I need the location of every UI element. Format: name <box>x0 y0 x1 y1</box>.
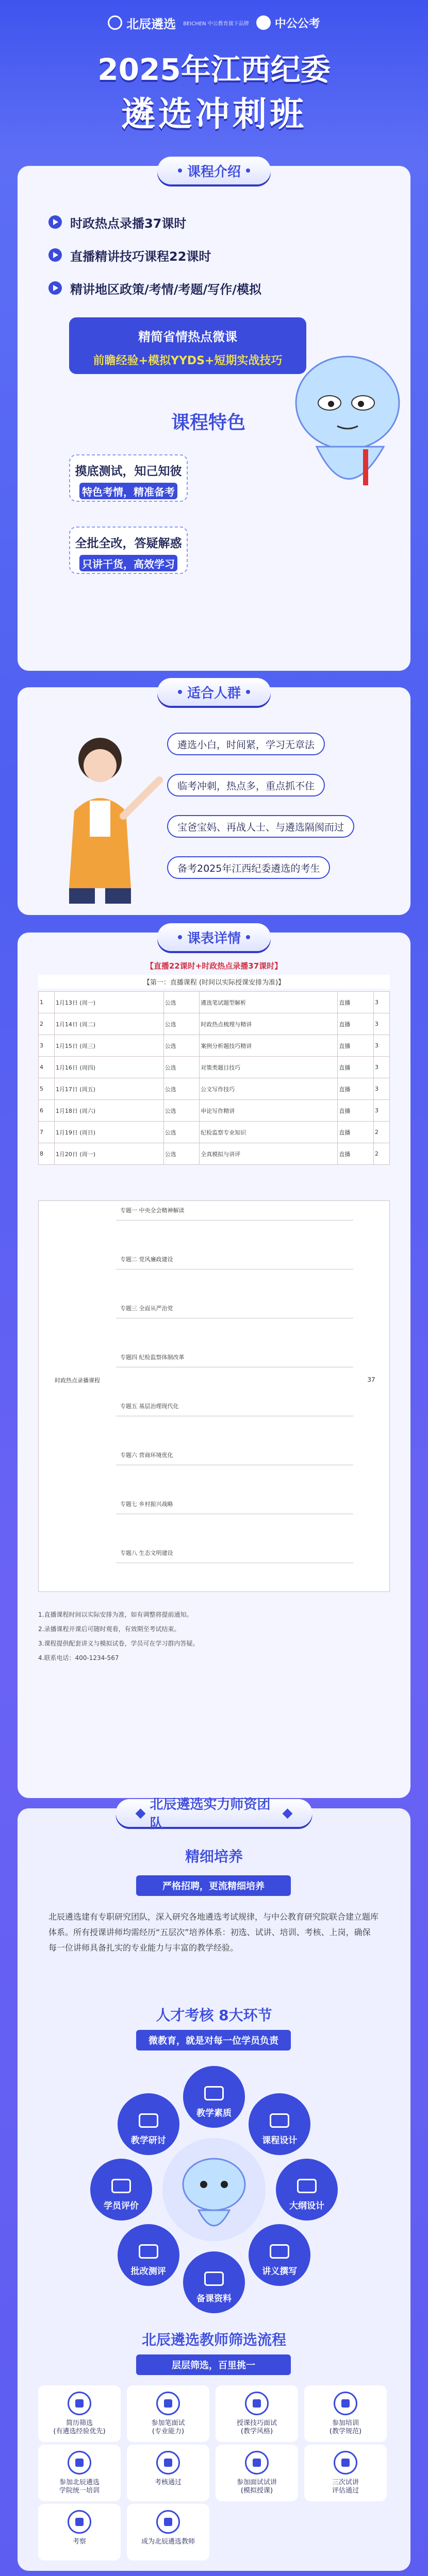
process-step-label: 参加培训 (教学规范) <box>329 2419 362 2435</box>
table-cell: 全真模拟与讲评 <box>200 1143 338 1165</box>
table-cell: 直播 <box>338 1013 374 1035</box>
schedule-note: 3.课程提供配套讲义与模拟试卷，学员可在学习群内答疑。 <box>38 1640 199 1647</box>
schedule-table-live <box>38 991 390 1165</box>
table-row <box>39 1122 390 1143</box>
audience-item-1 <box>167 733 325 755</box>
table-cell: 公选 <box>163 1035 200 1057</box>
table-cell: 3 <box>374 992 390 1013</box>
intro-item-1 <box>48 210 378 234</box>
table-cell: 1月14日 (周二) <box>54 1013 163 1035</box>
dot-icon <box>246 690 250 694</box>
process-step-label: 授课技巧面试 (教学风格) <box>236 2419 277 2435</box>
mascot-icon <box>286 336 404 532</box>
process-step <box>304 2385 387 2442</box>
recorded-item: 专题七 乡村振兴战略 <box>116 1495 353 1514</box>
table-cell: 1月19日 (周日) <box>54 1122 163 1143</box>
process-step-icon <box>245 2451 269 2475</box>
audience-item-label: 遴选小白，时间紧，学习无章法 <box>177 739 315 751</box>
assess-item-icon <box>270 2244 289 2259</box>
table-cell: 遴选笔试题型解析 <box>200 992 338 1013</box>
process-step-label: 简历筛选 (有遴选经验优先) <box>53 2419 106 2435</box>
table-cell: 2 <box>374 1143 390 1165</box>
title-line2: 遴选冲刺班 <box>121 94 307 134</box>
training-text: 北辰遴选建有专职研究团队，深入研究各地遴选考试规律，与中公教育研究院联合建立题库体系。所有授课讲师均需经历“五层次”培养体系：初选、试讲、培训、考核、上岗，确保每一位讲师具备扎实的专业能力与丰富的教学经验。 <box>48 1912 379 1953</box>
mascot-small-icon <box>162 2138 266 2241</box>
assess-item-icon <box>270 2113 289 2128</box>
table-cell: 1月13日 (周一) <box>54 992 163 1013</box>
deco-icon: ◆ <box>282 1805 293 1821</box>
assess-item-icon <box>139 2244 158 2259</box>
table-cell: 1 <box>39 992 55 1013</box>
deco-icon: ◆ <box>135 1805 146 1821</box>
process-step-icon <box>334 2451 357 2475</box>
process-step-icon <box>68 2451 91 2475</box>
process-step <box>127 2445 209 2501</box>
table-cell: 对策类题目技巧 <box>200 1057 338 1078</box>
recorded-label: 时政热点录播课程 <box>55 1377 100 1384</box>
process-step <box>127 2385 209 2442</box>
table-cell: 4 <box>39 1057 55 1078</box>
table-row <box>39 1078 390 1100</box>
schedule-heading: 【直播22课时+时政热点录播37课时】 <box>145 961 283 971</box>
table-cell: 直播 <box>338 1122 374 1143</box>
intro-item-label: 精讲地区政策/考情/考题/写作/模拟 <box>70 282 262 297</box>
table-cell: 3 <box>374 1057 390 1078</box>
table-cell: 纪检监察专业知识 <box>200 1122 338 1143</box>
audience-item-label: 宝爸宝妈、再战人士、与遴选隔阂而过 <box>177 821 344 833</box>
table-cell: 直播 <box>338 1100 374 1122</box>
assess-item-label: 教学素质 <box>196 2108 232 2119</box>
recorded-item: 专题一 中央全会精神解读 <box>116 1201 353 1221</box>
assess-item-icon <box>204 2272 224 2286</box>
table-row <box>39 1057 390 1078</box>
table-cell: 公选 <box>163 1100 200 1122</box>
intro-card <box>18 166 410 671</box>
intro-banner <box>69 317 306 374</box>
assess-item-label: 教学研讨 <box>130 2135 166 2146</box>
process-step-icon <box>156 2451 180 2475</box>
feature-1-top: 摸底测试，知己知彼 <box>75 465 182 478</box>
features-title: 课程特色 <box>171 412 245 433</box>
schedule-table-recorded <box>38 1200 390 1592</box>
table-cell: 7 <box>39 1122 55 1143</box>
table-cell: 3 <box>374 1035 390 1057</box>
process-step <box>127 2504 209 2561</box>
table-row <box>39 1035 390 1057</box>
play-icon <box>48 248 62 262</box>
table-cell: 1月18日 (周六) <box>54 1100 163 1122</box>
dot-icon <box>246 168 250 173</box>
table-cell: 公选 <box>163 992 200 1013</box>
table-cell: 5 <box>39 1078 55 1100</box>
assess-title: 人才考核 8大环节 <box>156 2007 272 2024</box>
table-cell: 公选 <box>163 1122 200 1143</box>
play-icon <box>48 215 62 229</box>
assess-item-icon <box>139 2113 158 2128</box>
ring-center <box>162 2138 266 2241</box>
table-cell: 公选 <box>163 1013 200 1035</box>
process-step-icon <box>68 2510 91 2534</box>
table-cell: 6 <box>39 1100 55 1122</box>
process-grid <box>38 2385 390 2561</box>
dot-icon <box>246 935 250 939</box>
process-step-label: 参加北辰遴选 学院统一培训 <box>59 2479 100 2495</box>
table-cell: 公选 <box>163 1057 200 1078</box>
partner-logo-icon <box>256 15 271 30</box>
live-table <box>38 991 390 1165</box>
process-step <box>304 2445 387 2501</box>
assess-item-icon <box>111 2179 131 2193</box>
dot-icon <box>178 690 182 694</box>
audience-item-label: 临考冲刺，热点多，重点抓不住 <box>177 780 315 792</box>
table-row <box>39 1013 390 1035</box>
teacher-illustration <box>38 723 172 909</box>
table-cell: 2 <box>374 1122 390 1143</box>
dot-icon <box>178 168 182 173</box>
process-step-icon <box>245 2392 269 2415</box>
process-step-icon <box>68 2392 91 2415</box>
assess-item-icon <box>297 2179 317 2193</box>
brand-bar <box>46 11 382 34</box>
assess-item <box>276 2159 338 2221</box>
table-cell: 直播 <box>338 1057 374 1078</box>
assess-item-label: 大纲设计 <box>289 2201 324 2211</box>
assess-item-label: 批改测评 <box>130 2266 166 2277</box>
table-cell: 2 <box>39 1013 55 1035</box>
process-sub: 层层筛选，百里挑一 <box>136 2354 291 2375</box>
brand-left: 北辰遴选 <box>126 16 176 31</box>
assess-item <box>249 2093 310 2155</box>
audience-item-2 <box>167 774 325 796</box>
assess-item <box>90 2159 152 2221</box>
feature-2 <box>69 527 188 574</box>
table-cell: 1月15日 (周三) <box>54 1035 163 1057</box>
table-cell: 直播 <box>338 1078 374 1100</box>
teachers-section-title <box>116 1797 312 1832</box>
process-step <box>38 2445 121 2501</box>
table-cell: 申论写作精讲 <box>200 1100 338 1122</box>
process-step-label: 参加笔面试 (专业能力) <box>151 2419 185 2435</box>
assess-item <box>183 2066 245 2128</box>
assess-item <box>118 2224 179 2286</box>
process-step-label: 考核通过 <box>154 2479 182 2486</box>
assess-ring <box>90 2066 338 2313</box>
title-line1: 2025年江西纪委 <box>97 52 331 87</box>
teachers-section-label: 北辰遴选实力师资团队 <box>150 1797 271 1832</box>
schedule-notes <box>38 1607 390 1665</box>
play-icon <box>48 281 62 295</box>
training-title: 精细培养 <box>185 1848 243 1865</box>
audience-item-3 <box>167 815 354 838</box>
process-step-label: 考察 <box>72 2538 86 2546</box>
table-cell: 公文写作技巧 <box>200 1078 338 1100</box>
assess-sub: 微教育，就是对每一位学员负责 <box>136 2030 291 2050</box>
table-row <box>39 992 390 1013</box>
process-step-icon <box>334 2392 357 2415</box>
assess-item <box>118 2093 179 2155</box>
table-cell: 直播 <box>338 992 374 1013</box>
audience-item-4 <box>167 856 330 879</box>
recorded-count: 37 <box>367 1376 375 1383</box>
schedule-note: 1.直播课程时间以实际安排为准，如有调整将提前通知。 <box>38 1611 193 1618</box>
process-step-label: 成为北辰遴选教师 <box>141 2538 195 2546</box>
process-step <box>38 2504 121 2561</box>
schedule-section-title <box>157 923 271 951</box>
table-cell: 1月16日 (周四) <box>54 1057 163 1078</box>
table-cell: 3 <box>374 1078 390 1100</box>
feature-1-sub: 特色考情，精准备考 <box>79 483 177 499</box>
intro-item-label: 直播精讲技巧课程22课时 <box>70 249 211 264</box>
recorded-item: 专题二 党风廉政建设 <box>116 1250 353 1269</box>
training-sub: 严格招聘，更流精细培养 <box>136 1875 291 1896</box>
assess-item <box>183 2251 245 2313</box>
intro-section-label: 课程介绍 <box>187 164 241 180</box>
recorded-list <box>116 1201 353 1592</box>
teacher-icon <box>38 723 172 909</box>
banner-line1: 精简省情热点微课 <box>138 330 237 344</box>
table-cell: 直播 <box>338 1035 374 1057</box>
schedule-subheading: 【第一：直播课程 (时间以实际授课安排为准)】 <box>38 975 390 989</box>
table-cell: 时政热点梳理与精讲 <box>200 1013 338 1035</box>
recorded-item: 专题五 基层治理现代化 <box>116 1397 353 1416</box>
intro-item-3 <box>48 276 378 300</box>
audience-card <box>18 687 410 915</box>
audience-section-title <box>157 678 271 706</box>
process-step-icon <box>156 2392 180 2415</box>
table-cell: 3 <box>39 1035 55 1057</box>
schedule-card <box>18 930 410 1798</box>
brand-separator: BEICHEN 中公教育旗下品牌 <box>183 21 249 27</box>
dot-icon <box>178 935 182 939</box>
recorded-item: 专题三 全面从严治党 <box>116 1299 353 1318</box>
table-cell: 案例分析题技巧精讲 <box>200 1035 338 1057</box>
table-row <box>39 1100 390 1122</box>
brand-right: 中公公考 <box>274 17 320 30</box>
table-row <box>39 1143 390 1165</box>
feature-2-sub: 只讲干货，高效学习 <box>79 555 177 571</box>
intro-item-label: 时政热点录播37课时 <box>70 216 187 231</box>
feature-1 <box>69 454 188 502</box>
assess-item-icon <box>204 2086 224 2100</box>
table-cell: 直播 <box>338 1143 374 1165</box>
table-cell: 公选 <box>163 1143 200 1165</box>
assess-item-label: 学员评价 <box>104 2201 139 2211</box>
schedule-section-label: 课表详情 <box>187 930 241 946</box>
table-cell: 3 <box>374 1100 390 1122</box>
process-step-label: 三次试讲 评估通过 <box>332 2479 359 2495</box>
assess-item-label: 备课资料 <box>196 2294 232 2304</box>
recorded-item: 专题四 纪检监察体制改革 <box>116 1348 353 1367</box>
assess-item <box>249 2224 310 2286</box>
header <box>0 0 428 155</box>
recorded-item: 专题六 营商环境优化 <box>116 1446 353 1465</box>
audience-item-label: 备考2025年江西纪委遴选的考生 <box>177 862 320 874</box>
process-step <box>216 2445 298 2501</box>
schedule-note: 2.录播课程开课后可随时观看，有效期至考试结束。 <box>38 1625 180 1633</box>
process-title: 北辰遴选教师筛选流程 <box>141 2331 286 2348</box>
assess-item-label: 讲义撰写 <box>262 2266 298 2277</box>
table-cell: 公选 <box>163 1078 200 1100</box>
intro-section-title <box>157 157 271 184</box>
recorded-item: 专题八 生态文明建设 <box>116 1544 353 1563</box>
table-cell: 3 <box>374 1013 390 1035</box>
table-cell: 1月20日 (周一) <box>54 1143 163 1165</box>
assess-item-label: 课程设计 <box>262 2135 298 2146</box>
process-step <box>38 2385 121 2442</box>
schedule-note: 4.联系电话：400-1234-567 <box>38 1654 119 1662</box>
table-cell: 8 <box>39 1143 55 1165</box>
brand-logo-icon <box>108 15 122 30</box>
mascot-illustration <box>286 336 404 532</box>
process-step-label: 参加面试试讲 (模拟授课) <box>236 2479 277 2495</box>
intro-item-2 <box>48 243 378 267</box>
audience-section-label: 适合人群 <box>187 685 241 701</box>
banner-line2: 前瞻经验+模拟YYDS+短期实战技巧 <box>93 354 283 367</box>
process-step <box>216 2385 298 2442</box>
process-step-icon <box>156 2510 180 2534</box>
table-cell: 1月17日 (周五) <box>54 1078 163 1100</box>
feature-2-top: 全批全改，答疑解惑 <box>75 537 182 550</box>
teachers-card <box>18 1797 410 2571</box>
